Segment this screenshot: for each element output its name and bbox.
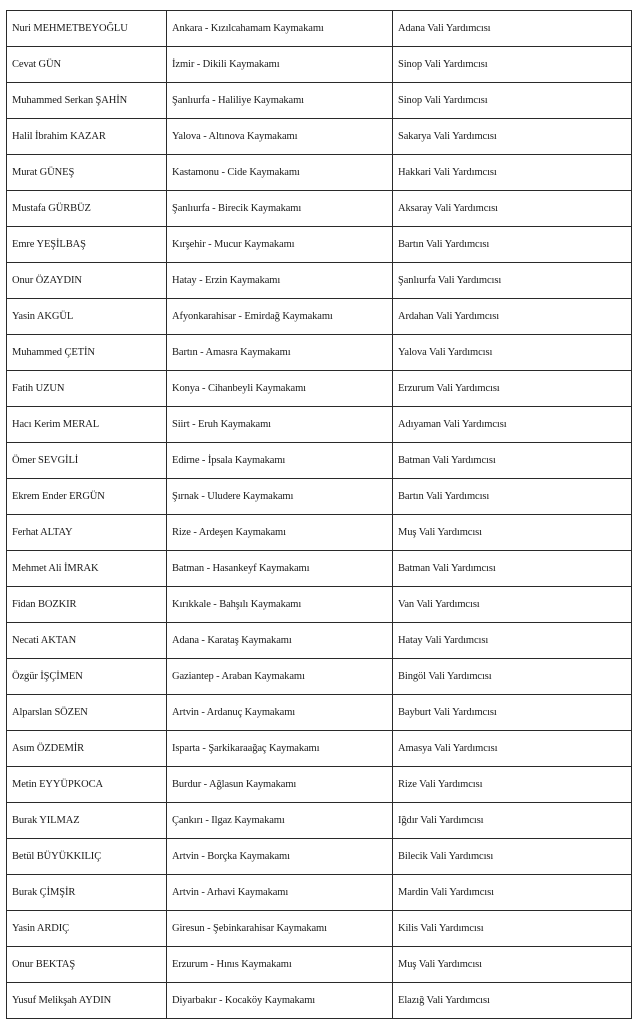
table-row <box>7 299 632 335</box>
table-row <box>7 263 632 299</box>
new-post-cell: Batman Vali Yardımcısı <box>393 551 632 587</box>
current-post-cell: Şırnak - Uludere Kaymakamı <box>167 479 393 515</box>
appointment-table <box>6 10 632 1019</box>
person-name-cell: Onur BEKTAŞ <box>7 947 167 983</box>
current-post-cell: Artvin - Borçka Kaymakamı <box>167 839 393 875</box>
person-name-cell: Metin EYYÜPKOCA <box>7 767 167 803</box>
table-row <box>7 875 632 911</box>
current-post-cell: Kırşehir - Mucur Kaymakamı <box>167 227 393 263</box>
table-row <box>7 695 632 731</box>
current-post-cell: Artvin - Arhavi Kaymakamı <box>167 875 393 911</box>
new-post-cell: Şanlıurfa Vali Yardımcısı <box>393 263 632 299</box>
person-name-cell: Mustafa GÜRBÜZ <box>7 191 167 227</box>
table-row <box>7 767 632 803</box>
current-post-cell: Ankara - Kızılcahamam Kaymakamı <box>167 11 393 47</box>
current-post-cell: Kastamonu - Cide Kaymakamı <box>167 155 393 191</box>
person-name-cell: Burak YILMAZ <box>7 803 167 839</box>
person-name-cell: Fatih UZUN <box>7 371 167 407</box>
current-post-cell: Çankırı - Ilgaz Kaymakamı <box>167 803 393 839</box>
table-row <box>7 731 632 767</box>
person-name-cell: Asım ÖZDEMİR <box>7 731 167 767</box>
table-row <box>7 839 632 875</box>
table-row <box>7 191 632 227</box>
table-row <box>7 83 632 119</box>
person-name-cell: Yasin AKGÜL <box>7 299 167 335</box>
current-post-cell: Erzurum - Hınıs Kaymakamı <box>167 947 393 983</box>
table-row <box>7 371 632 407</box>
person-name-cell: Muhammed ÇETİN <box>7 335 167 371</box>
new-post-cell: Sinop Vali Yardımcısı <box>393 47 632 83</box>
table-row <box>7 659 632 695</box>
current-post-cell: Giresun - Şebinkarahisar Kaymakamı <box>167 911 393 947</box>
table-row <box>7 11 632 47</box>
table-row <box>7 335 632 371</box>
new-post-cell: Van Vali Yardımcısı <box>393 587 632 623</box>
current-post-cell: Batman - Hasankeyf Kaymakamı <box>167 551 393 587</box>
new-post-cell: Bayburt Vali Yardımcısı <box>393 695 632 731</box>
new-post-cell: Muş Vali Yardımcısı <box>393 515 632 551</box>
person-name-cell: Nuri MEHMETBEYOĞLU <box>7 11 167 47</box>
new-post-cell: Ardahan Vali Yardımcısı <box>393 299 632 335</box>
person-name-cell: Yusuf Melikşah AYDIN <box>7 983 167 1019</box>
current-post-cell: Isparta - Şarkikaraağaç Kaymakamı <box>167 731 393 767</box>
current-post-cell: Gaziantep - Araban Kaymakamı <box>167 659 393 695</box>
person-name-cell: Emre YEŞİLBAŞ <box>7 227 167 263</box>
table-row <box>7 155 632 191</box>
current-post-cell: Diyarbakır - Kocaköy Kaymakamı <box>167 983 393 1019</box>
table-row <box>7 515 632 551</box>
table-row <box>7 407 632 443</box>
current-post-cell: Konya - Cihanbeyli Kaymakamı <box>167 371 393 407</box>
new-post-cell: Aksaray Vali Yardımcısı <box>393 191 632 227</box>
current-post-cell: Şanlıurfa - Birecik Kaymakamı <box>167 191 393 227</box>
current-post-cell: Rize - Ardeşen Kaymakamı <box>167 515 393 551</box>
current-post-cell: Afyonkarahisar - Emirdağ Kaymakamı <box>167 299 393 335</box>
person-name-cell: Alparslan SÖZEN <box>7 695 167 731</box>
new-post-cell: Rize Vali Yardımcısı <box>393 767 632 803</box>
current-post-cell: Kırıkkale - Bahşılı Kaymakamı <box>167 587 393 623</box>
new-post-cell: Adıyaman Vali Yardımcısı <box>393 407 632 443</box>
new-post-cell: Kilis Vali Yardımcısı <box>393 911 632 947</box>
table-row <box>7 443 632 479</box>
person-name-cell: Betül BÜYÜKKILIÇ <box>7 839 167 875</box>
table-row <box>7 479 632 515</box>
new-post-cell: Bingöl Vali Yardımcısı <box>393 659 632 695</box>
table-row <box>7 983 632 1019</box>
new-post-cell: Sinop Vali Yardımcısı <box>393 83 632 119</box>
current-post-cell: Siirt - Eruh Kaymakamı <box>167 407 393 443</box>
person-name-cell: Hacı Kerim MERAL <box>7 407 167 443</box>
person-name-cell: Özgür İŞÇİMEN <box>7 659 167 695</box>
table-row <box>7 551 632 587</box>
table-row <box>7 623 632 659</box>
person-name-cell: Mehmet Ali İMRAK <box>7 551 167 587</box>
new-post-cell: Mardin Vali Yardımcısı <box>393 875 632 911</box>
current-post-cell: Artvin - Ardanuç Kaymakamı <box>167 695 393 731</box>
person-name-cell: Ferhat ALTAY <box>7 515 167 551</box>
new-post-cell: Hakkari Vali Yardımcısı <box>393 155 632 191</box>
person-name-cell: Burak ÇİMŞİR <box>7 875 167 911</box>
new-post-cell: Adana Vali Yardımcısı <box>393 11 632 47</box>
person-name-cell: Halil İbrahim KAZAR <box>7 119 167 155</box>
current-post-cell: Edirne - İpsala Kaymakamı <box>167 443 393 479</box>
table-row <box>7 803 632 839</box>
new-post-cell: Bartın Vali Yardımcısı <box>393 227 632 263</box>
person-name-cell: Yasin ARDIÇ <box>7 911 167 947</box>
appointment-table-body <box>7 11 632 1019</box>
new-post-cell: Amasya Vali Yardımcısı <box>393 731 632 767</box>
person-name-cell: Ekrem Ender ERGÜN <box>7 479 167 515</box>
person-name-cell: Murat GÜNEŞ <box>7 155 167 191</box>
current-post-cell: İzmir - Dikili Kaymakamı <box>167 47 393 83</box>
new-post-cell: Iğdır Vali Yardımcısı <box>393 803 632 839</box>
person-name-cell: Onur ÖZAYDIN <box>7 263 167 299</box>
table-row <box>7 911 632 947</box>
table-row <box>7 587 632 623</box>
current-post-cell: Bartın - Amasra Kaymakamı <box>167 335 393 371</box>
current-post-cell: Adana - Karataş Kaymakamı <box>167 623 393 659</box>
current-post-cell: Yalova - Altınova Kaymakamı <box>167 119 393 155</box>
person-name-cell: Necati AKTAN <box>7 623 167 659</box>
table-row <box>7 47 632 83</box>
current-post-cell: Şanlıurfa - Haliliye Kaymakamı <box>167 83 393 119</box>
table-row <box>7 947 632 983</box>
person-name-cell: Ömer SEVGİLİ <box>7 443 167 479</box>
person-name-cell: Muhammed Serkan ŞAHİN <box>7 83 167 119</box>
person-name-cell: Fidan BOZKIR <box>7 587 167 623</box>
new-post-cell: Sakarya Vali Yardımcısı <box>393 119 632 155</box>
table-row <box>7 119 632 155</box>
current-post-cell: Burdur - Ağlasun Kaymakamı <box>167 767 393 803</box>
person-name-cell: Cevat GÜN <box>7 47 167 83</box>
new-post-cell: Hatay Vali Yardımcısı <box>393 623 632 659</box>
new-post-cell: Yalova Vali Yardımcısı <box>393 335 632 371</box>
new-post-cell: Bartın Vali Yardımcısı <box>393 479 632 515</box>
new-post-cell: Muş Vali Yardımcısı <box>393 947 632 983</box>
new-post-cell: Erzurum Vali Yardımcısı <box>393 371 632 407</box>
new-post-cell: Bilecik Vali Yardımcısı <box>393 839 632 875</box>
new-post-cell: Batman Vali Yardımcısı <box>393 443 632 479</box>
new-post-cell: Elazığ Vali Yardımcısı <box>393 983 632 1019</box>
current-post-cell: Hatay - Erzin Kaymakamı <box>167 263 393 299</box>
table-row <box>7 227 632 263</box>
